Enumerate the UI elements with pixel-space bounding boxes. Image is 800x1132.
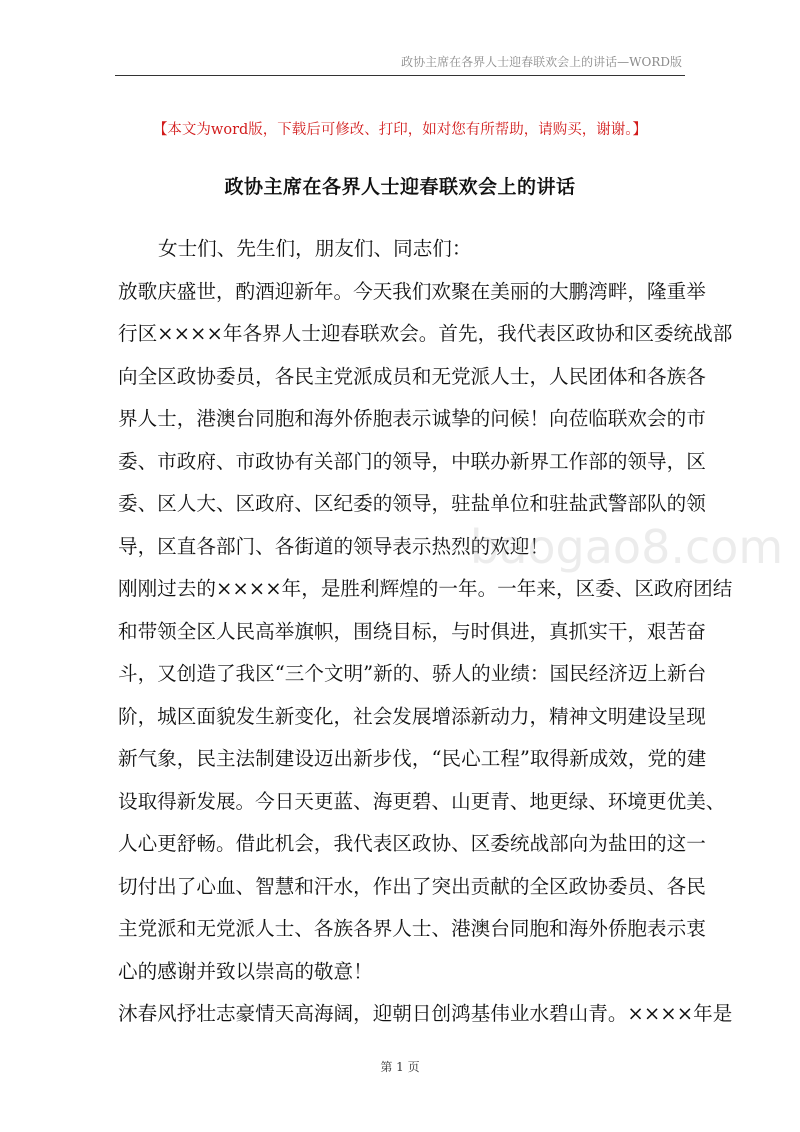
body-line: 沐春风抒壮志豪情天高海阔，迎朝日创鸿基伟业水碧山青。××××年是: [118, 1002, 733, 1025]
watermark: baogao8.com: [470, 520, 784, 574]
body-line: 斗，又创造了我区“三个文明”新的、骄人的业绩：国民经济迈上新台: [118, 662, 707, 685]
body-line: 设取得新发展。今日天更蓝、海更碧、山更青、地更绿、环境更优美、: [118, 789, 726, 813]
body-line: 人心更舒畅。借此机会，我代表区政协、区委统战部向为盐田的这一: [118, 832, 706, 855]
body-line: 行区××××年各界人士迎春联欢会。首先，我代表区政协和区委统战部: [118, 322, 733, 345]
purchase-notice: 【本文为word版，下载后可修改、打印，如对您有所帮助，请购买，谢谢。】: [152, 122, 648, 138]
body-line: 放歌庆盛世，酌酒迎新年。今天我们欢聚在美丽的大鹏湾畔，隆重举: [118, 279, 706, 303]
body-line: 主党派和无党派人士、各族各界人士、港澳台同胞和海外侨胞表示衷: [118, 917, 706, 940]
body-line: 新气象，民主法制建设迈出新步伐，“民心工程”取得新成效，党的建: [118, 747, 707, 770]
running-header: 政协主席在各界人士迎春联欢会上的讲话—WORD版: [401, 55, 682, 69]
document-title: 政协主席在各界人士迎春联欢会上的讲话: [224, 176, 576, 198]
document-body: [118, 228, 733, 1036]
body-line: 阶，城区面貌发生新变化，社会发展增添新动力，精神文明建设呈现: [118, 704, 706, 728]
page-number: 第 1 页: [380, 1060, 420, 1074]
body-line: 导，区直各部门、各街道的领导表示热烈的欢迎！: [118, 534, 550, 558]
header-divider: [115, 75, 685, 76]
salutation-line: 女士们、先生们，朋友们、同志们：: [158, 237, 472, 260]
body-line: 委、区人大、区政府、区纪委的领导，驻盐单位和驻盐武警部队的领: [118, 492, 706, 515]
body-line: 界人士，港澳台同胞和海外侨胞表示诚挚的问候！向莅临联欢会的市: [118, 407, 706, 430]
body-line: 向全区政协委员，各民主党派成员和无党派人士，人民团体和各族各: [118, 364, 706, 388]
body-line: 和带领全区人民高举旗帜，围绕目标，与时俱进，真抓实干，艰苦奋: [118, 619, 706, 643]
body-line: 切付出了心血、智慧和汗水，作出了突出贡献的全区政协委员、各民: [118, 874, 706, 898]
body-line: 委、市政府、市政协有关部门的领导，中联办新界工作部的领导，区: [118, 449, 706, 473]
body-line: 刚刚过去的××××年，是胜利辉煌的一年。一年来，区委、区政府团结: [118, 577, 733, 600]
body-line: 心的感谢并致以崇高的敬意！: [118, 959, 373, 983]
